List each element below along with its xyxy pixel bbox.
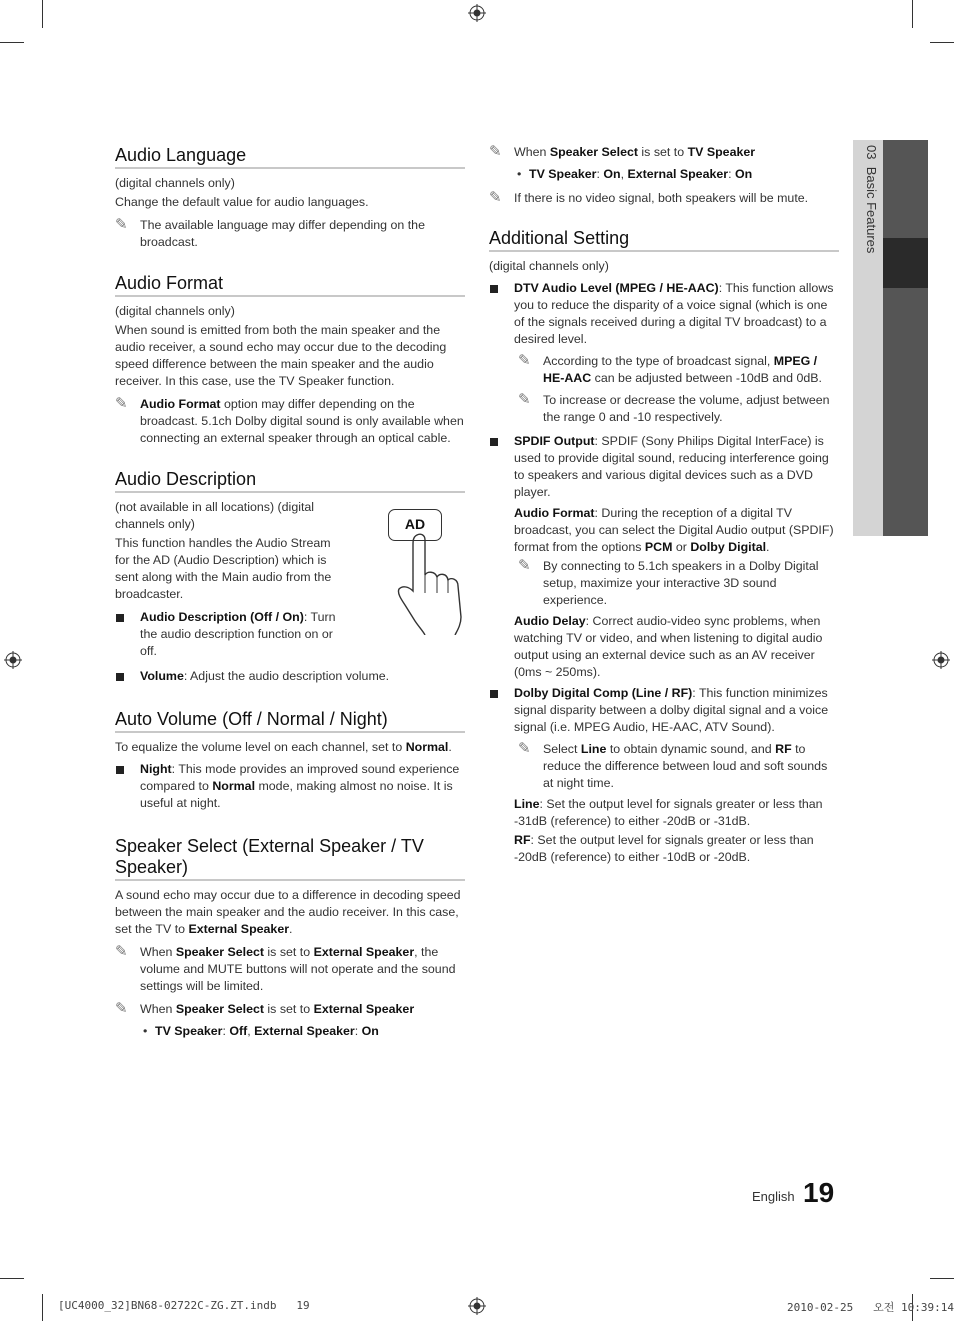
bullet: Dolby Digital Comp (Line / RF): This function minimizes signal disparity between a dolby digital signal and a voice signal (i.e. MPEG Audio, HE-AAC, ATV Sound).: [489, 685, 839, 736]
registration-mark-icon: [932, 651, 950, 669]
heading-audio-description: Audio Description: [115, 469, 465, 493]
pencil-icon: ✎: [518, 391, 531, 408]
chapter-number: 03: [864, 145, 879, 160]
body-text: Audio Delay: Correct audio-video sync problems, when watching TV or video, and when listening to digital audio output using an external device such as an AV receiver (0ms ~ 250ms).: [514, 614, 823, 679]
body-text: A sound echo may occur due to a difference in decoding speed between the main speaker and the audio receiver. In this case, set the TV to External Speaker.: [115, 888, 461, 936]
right-column: [489, 144, 839, 866]
note: ✎ Select Line to obtain dynamic sound, and RF to reduce the difference between loud and soft sounds at night time.: [518, 740, 828, 790]
pencil-icon: ✎: [518, 740, 531, 757]
note: ✎ Audio Format option may differ depending on the broadcast. 5.1ch Dolby digital sound is only available when connecting an external speaker through an optical cable.: [115, 395, 464, 445]
note: ✎ To increase or decrease the volume, adjust between the range 0 and -10 respectively.: [518, 391, 830, 424]
crop-mark: [0, 42, 24, 43]
dot-item: • TV Speaker: Off, External Speaker: On: [143, 1024, 379, 1038]
bullet: DTV Audio Level (MPEG / HE-AAC): This function allows you to reduce the disparity of a voice signal (which is one of the signals received during a digital TV broadcast) to a desired level.: [489, 280, 839, 348]
page-number: 19: [803, 1177, 835, 1208]
ad-button-illustration: AD: [388, 509, 442, 541]
heading-audio-format: Audio Format: [115, 273, 465, 297]
sub-text: (digital channels only): [115, 304, 235, 318]
body-text: This function handles the Audio Stream for the AD (Audio Description) which is sent along with the Main audio from the broadcaster.: [115, 536, 332, 601]
registration-mark-icon: [4, 651, 22, 669]
note: ✎ When Speaker Select is set to External Speaker, the volume and MUTE buttons will not operate and the sound settings will be limited.: [115, 943, 456, 993]
crop-mark: [0, 1278, 24, 1279]
bullet: SPDIF Output: SPDIF (Sony Philips Digital InterFace) is used to provide digital sound, reducing interference going to speakers and various digital devices such as a DVD player.: [489, 433, 839, 501]
print-date-info: 2010-02-25 오전 10:39:14: [787, 1301, 954, 1314]
sub-text: (digital channels only): [489, 259, 609, 273]
heading-auto-volume: Auto Volume (Off / Normal / Night): [115, 709, 465, 733]
pencil-icon: ✎: [489, 189, 502, 206]
audio-description-block: [115, 499, 465, 660]
registration-mark-icon: [468, 4, 486, 22]
body-text: Line: Set the output level for signals greater or less than -31dB (reference) to either -20dB or -31dB.: [514, 797, 823, 828]
side-tab-bar: [883, 140, 928, 536]
body-text: RF: Set the output level for signals greater or less than -20dB (reference) to either -10dB or -20dB.: [514, 833, 814, 864]
bullet: Night: This mode provides an improved sound experience compared to Normal mode, making almost no noise. It is useful at night.: [115, 761, 465, 812]
crop-mark: [930, 42, 954, 43]
note: ✎ By connecting to 5.1ch speakers in a Dolby Digital setup, maximize your interactive 3D sound experience.: [518, 557, 819, 607]
bullet: Volume: Adjust the audio description volume.: [115, 668, 465, 685]
note: ✎ If there is no video signal, both speakers will be mute.: [489, 189, 809, 206]
side-tab-active: [883, 238, 928, 288]
registration-mark-icon: [468, 1297, 486, 1315]
crop-mark: [42, 0, 43, 28]
pencil-icon: ✎: [489, 143, 502, 160]
heading-additional-setting: Additional Setting: [489, 228, 839, 252]
pencil-icon: ✎: [115, 943, 128, 960]
pencil-icon: ✎: [518, 352, 531, 369]
dot-item: • TV Speaker: On, External Speaker: On: [517, 167, 753, 181]
pencil-icon: ✎: [115, 395, 128, 412]
body-text: Change the default value for audio languages.: [115, 195, 369, 209]
crop-mark: [42, 1294, 43, 1321]
bullet: Audio Description (Off / On): Turn the audio description function on or off.: [115, 609, 347, 660]
pencil-icon: ✎: [115, 216, 128, 233]
pencil-icon: ✎: [518, 557, 531, 574]
crop-mark: [912, 0, 913, 28]
print-file-info: [UC4000_32]BN68-02722C-ZG.ZT.indb 19: [58, 1299, 310, 1312]
left-column: [115, 145, 465, 1040]
body-text: To equalize the volume level on each channel, set to Normal.: [115, 740, 452, 754]
sub-text: (digital channels only): [115, 176, 235, 190]
pencil-icon: ✎: [115, 1000, 128, 1017]
body-text: Audio Format: During the reception of a digital TV broadcast, you can select the Digital Audio output (SPDIF) format from the options PCM or Dolby Digital.: [514, 506, 834, 554]
sub-text: (not available in all locations) (digital channels only): [115, 500, 315, 531]
note: ✎ According to the type of broadcast signal, MPEG / HE-AAC can be adjusted between -10dB and 0dB.: [518, 352, 822, 385]
heading-audio-language: Audio Language: [115, 145, 465, 169]
footer-language: English: [752, 1189, 795, 1204]
note: ✎ The available language may differ depending on the broadcast.: [115, 216, 425, 249]
chapter-title: Basic Features: [864, 166, 879, 254]
side-tab-label: [857, 145, 879, 345]
pointing-hand-icon: [395, 531, 467, 635]
body-text: When sound is emitted from both the main speaker and the audio receiver, a sound echo may occur due to the decoding speed difference between the main speaker and the audio receiver. In this case, use the TV Speaker function.: [115, 323, 447, 388]
note: ✎ When Speaker Select is set to External Speaker: [115, 1000, 415, 1017]
note: ✎ When Speaker Select is set to TV Speaker: [489, 143, 756, 160]
heading-speaker-select: Speaker Select (External Speaker / TV Speaker): [115, 836, 465, 881]
crop-mark: [930, 1278, 954, 1279]
